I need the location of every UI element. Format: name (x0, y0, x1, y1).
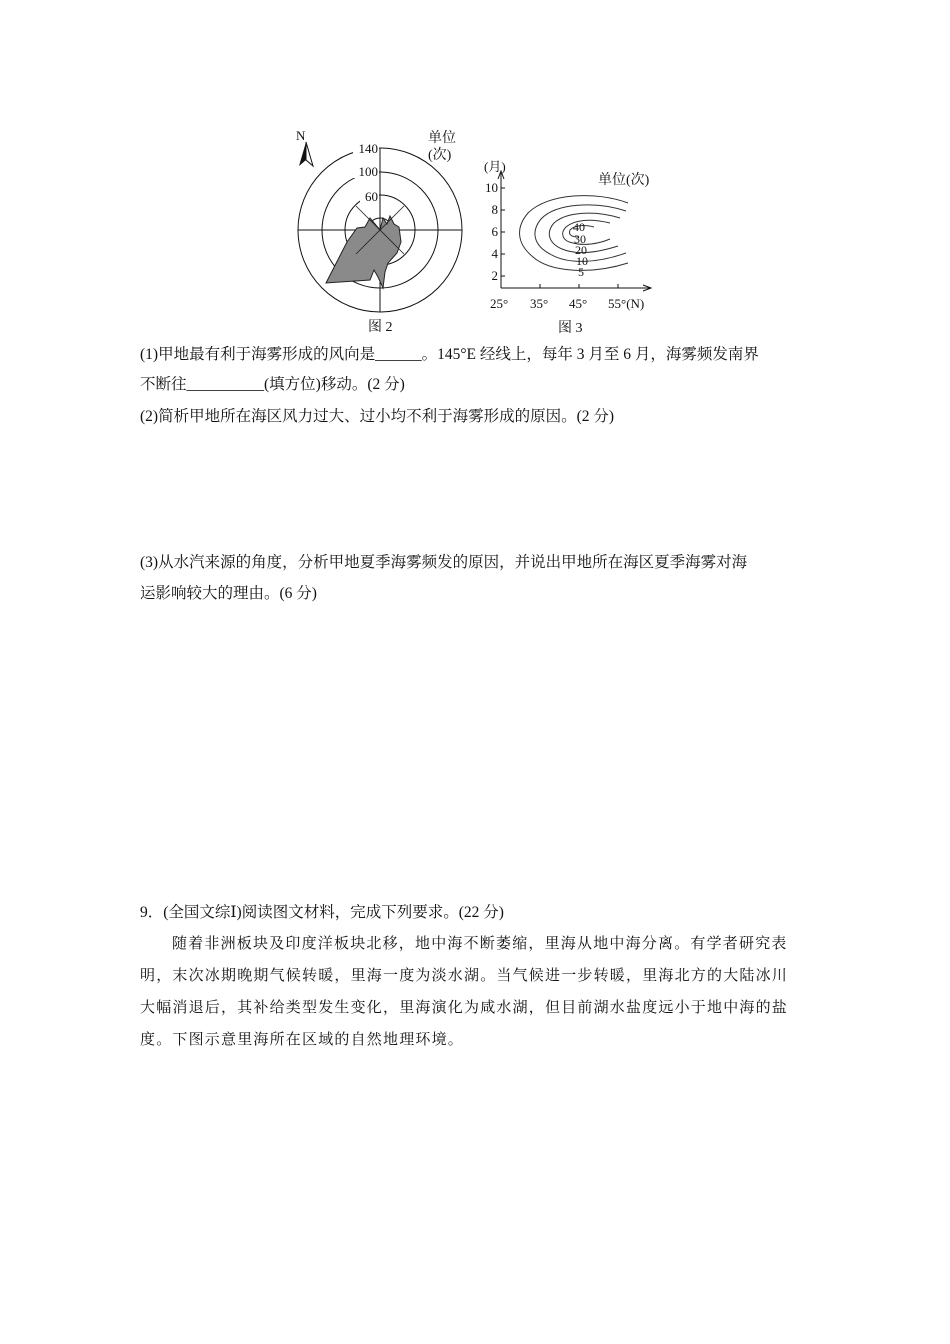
y-tick-4: 4 (491, 246, 498, 261)
contour-label-20: 20 (575, 243, 587, 257)
figure-3-contour-chart (478, 155, 668, 340)
y-axis-label: (月) (484, 159, 506, 174)
question-9-title: 9．(全国文综Ⅰ)阅读图文材料，完成下列要求。(22 分) (140, 904, 504, 921)
unit-label: 单位(次) (598, 173, 650, 188)
contour-label-40: 40 (573, 220, 585, 234)
y-tick-8: 8 (491, 202, 498, 217)
x-tick-35: 35° (530, 296, 549, 311)
unit-label-line2: (次) (428, 148, 452, 163)
ring-label-140: 140 (358, 141, 378, 156)
passage-line: 大幅消退后，其补给类型发生变化，里海演化为咸水湖，但目前湖水盐度远小于地中海的盐 (140, 1000, 789, 1016)
y-tick-6: 6 (491, 224, 498, 239)
question-3-line-2: 运影响较大的理由。(6 分) (140, 585, 317, 602)
figure-2-caption: 图 2 (368, 320, 393, 335)
ring-label-60: 60 (365, 189, 378, 204)
north-arrow-icon (299, 142, 313, 166)
contour-label-5: 5 (578, 265, 584, 279)
figure-2-wind-rose (290, 120, 470, 340)
wind-frequency-shape (326, 216, 401, 288)
question-1-line-1: (1)甲地最有利于海雾形成的风向是______。145°E 经线上，每年 3 月至 6 月，海雾频发南界 (140, 346, 759, 363)
x-tick-55: 55°(N) (608, 296, 645, 311)
question-1-line-2: 不断往__________(填方位)移动。(2 分) (140, 376, 405, 393)
y-tick-2: 2 (491, 268, 498, 283)
passage-line: 随着非洲板块及印度洋板块北移，地中海不断萎缩，里海从地中海分离。有学者研究表 (172, 936, 788, 952)
passage-line: 度。下图示意里海所在区域的自然地理环境。 (140, 1032, 465, 1048)
figure-3-caption: 图 3 (558, 321, 583, 336)
passage-line: 明，末次冰期晚期气候转暖，里海一度为淡水湖。当气候进一步转暖，里海北方的大陆冰川 (140, 968, 789, 984)
question-3-line-1: (3)从水汽来源的角度，分析甲地夏季海雾频发的原因，并说出甲地所在海区夏季海雾对海 (140, 554, 748, 571)
question-2: (2)简析甲地所在海区风力过大、过小均不利于海雾形成的原因。(2 分) (140, 408, 615, 425)
x-tick-45: 45° (569, 296, 588, 311)
unit-label-line1: 单位 (428, 131, 456, 146)
question-9-passage (140, 928, 820, 1056)
contour-label-10: 10 (576, 254, 588, 268)
ring-label-100: 100 (358, 164, 378, 179)
x-tick-25: 25° (490, 296, 509, 311)
north-label: N (296, 128, 306, 143)
contour-label-30: 30 (574, 232, 586, 246)
y-tick-10: 10 (485, 180, 498, 195)
